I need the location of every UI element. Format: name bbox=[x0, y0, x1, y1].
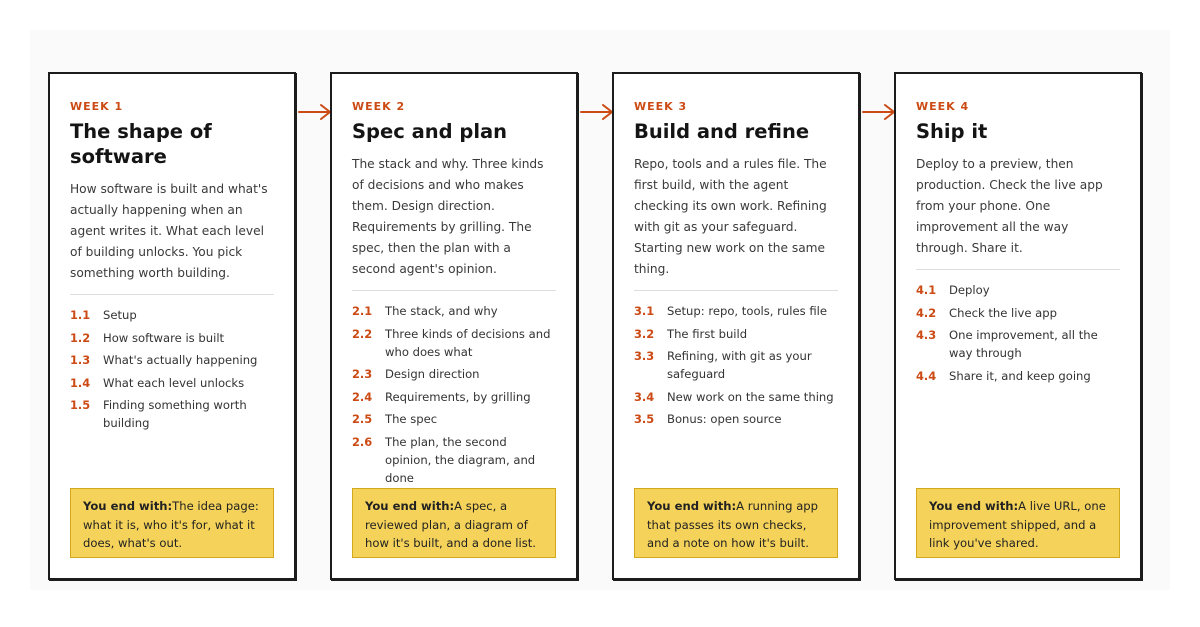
lesson-number: 3.2 bbox=[634, 326, 655, 341]
lesson-number: 4.1 bbox=[916, 283, 937, 297]
lesson-number: 1.2 bbox=[70, 330, 91, 345]
week-title: Spec and plan bbox=[352, 120, 508, 143]
lesson-item bbox=[916, 367, 1120, 385]
lesson-number: 2.2 bbox=[352, 326, 373, 341]
lesson-list bbox=[634, 302, 838, 428]
lesson-item bbox=[634, 302, 838, 320]
lesson-item bbox=[70, 396, 274, 432]
outcome-box bbox=[916, 488, 1120, 558]
week-title: Build and refine bbox=[634, 120, 810, 143]
lesson-item bbox=[634, 347, 838, 383]
lesson-title: Three kinds of decisions and who does what bbox=[385, 326, 551, 359]
lesson-item bbox=[70, 306, 274, 324]
lesson-item bbox=[70, 329, 274, 347]
lesson-title: One improvement, all the way through bbox=[949, 328, 1098, 360]
lesson-title: Setup: repo, tools, rules file bbox=[667, 304, 828, 318]
lesson-number: 1.3 bbox=[70, 353, 91, 367]
lesson-title: The spec bbox=[385, 412, 438, 426]
lesson-title: Design direction bbox=[385, 367, 480, 381]
lesson-number: 3.4 bbox=[634, 389, 655, 404]
lesson-title: New work on the same thing bbox=[667, 389, 834, 404]
lesson-title: The stack, and why bbox=[385, 304, 498, 318]
lesson-number: 3.1 bbox=[634, 304, 655, 318]
lesson-item bbox=[352, 365, 556, 383]
week-label: WEEK 4 bbox=[916, 100, 970, 113]
lesson-item bbox=[352, 388, 556, 406]
lesson-title: Share it, and keep going bbox=[949, 368, 1091, 383]
week-title: Ship it bbox=[916, 120, 988, 143]
lesson-item bbox=[916, 281, 1120, 299]
week-card-1 bbox=[48, 72, 296, 580]
week-description: Repo, tools and a rules file. The first build, with the agent checking its own work. Refining with git as your safeguard. Starting new work on the same thing. bbox=[634, 157, 827, 276]
week-description: The stack and why. Three kinds of decisions and who makes them. Design direction. Requirements by grilling. The spec, then the plan with a second agent's opinion. bbox=[352, 157, 544, 276]
arrow-right-icon bbox=[862, 102, 898, 122]
lesson-title: What each level unlocks bbox=[103, 375, 245, 390]
divider bbox=[352, 290, 556, 291]
week-label: WEEK 2 bbox=[352, 100, 406, 113]
outcome-lead: You end with: bbox=[647, 499, 737, 513]
outcome-lead: You end with: bbox=[83, 499, 173, 513]
lesson-title: What's actually happening bbox=[103, 353, 258, 367]
lesson-item bbox=[70, 351, 274, 369]
lesson-number: 2.3 bbox=[352, 367, 373, 381]
lesson-item bbox=[916, 326, 1120, 362]
divider bbox=[916, 269, 1120, 270]
outcome-text: A live URL, one improvement shipped, and a link you've shared. bbox=[929, 499, 1106, 550]
arrow-right-icon bbox=[298, 102, 334, 122]
lesson-title: Bonus: open source bbox=[667, 412, 782, 426]
lesson-title: Check the live app bbox=[949, 305, 1058, 320]
lesson-title: Refining, with git as your safeguard bbox=[667, 349, 812, 381]
arrow-right-icon bbox=[580, 102, 616, 122]
week-description: Deploy to a preview, then production. Check the live app from your phone. One improvement all the way through. Share it. bbox=[916, 157, 1103, 255]
lesson-title: How software is built bbox=[103, 330, 225, 345]
lesson-title: Requirements, by grilling bbox=[385, 389, 531, 404]
outcome-text: A spec, a reviewed plan, a diagram of how it's built, and a done list. bbox=[365, 499, 536, 550]
lesson-title: Deploy bbox=[949, 283, 990, 297]
lesson-number: 4.3 bbox=[916, 328, 937, 342]
lesson-number: 2.1 bbox=[352, 304, 373, 318]
lesson-list bbox=[70, 306, 274, 432]
lesson-number: 3.5 bbox=[634, 412, 655, 426]
lesson-number: 4.2 bbox=[916, 305, 937, 320]
divider bbox=[70, 294, 274, 295]
lesson-number: 4.4 bbox=[916, 368, 937, 383]
lesson-item bbox=[352, 433, 556, 487]
outcome-text: The idea page: what it is, who it's for, what it does, what's out. bbox=[83, 499, 259, 550]
week-card-4 bbox=[894, 72, 1142, 580]
curriculum-stage bbox=[30, 30, 1170, 590]
lesson-title: The plan, the second opinion, the diagram, and done bbox=[385, 434, 536, 485]
outcome-box bbox=[352, 488, 556, 558]
lesson-item bbox=[634, 325, 838, 343]
outcome-box bbox=[70, 488, 274, 558]
outcome-box bbox=[634, 488, 838, 558]
lesson-list bbox=[916, 281, 1120, 385]
divider bbox=[634, 290, 838, 291]
lesson-item bbox=[352, 325, 556, 361]
lesson-item bbox=[916, 304, 1120, 322]
week-card-3 bbox=[612, 72, 860, 580]
week-label: WEEK 3 bbox=[634, 100, 688, 113]
week-description: How software is built and what's actually happening when an agent writes it. What each level of building unlocks. You pick something worth building. bbox=[70, 182, 268, 280]
lesson-item bbox=[634, 388, 838, 406]
outcome-lead: You end with: bbox=[929, 499, 1019, 513]
lesson-number: 2.4 bbox=[352, 389, 373, 404]
lesson-number: 1.4 bbox=[70, 375, 91, 390]
week-title: The shape of software bbox=[70, 120, 212, 168]
lesson-title: Finding something worth building bbox=[103, 398, 247, 430]
week-card-2 bbox=[330, 72, 578, 580]
week-label: WEEK 1 bbox=[70, 100, 124, 113]
lesson-list bbox=[352, 302, 556, 487]
lesson-title: The first build bbox=[667, 326, 748, 341]
lesson-item bbox=[70, 374, 274, 392]
lesson-item bbox=[352, 302, 556, 320]
lesson-number: 2.5 bbox=[352, 412, 373, 426]
lesson-title: Setup bbox=[103, 308, 137, 322]
lesson-number: 2.6 bbox=[352, 434, 373, 449]
lesson-number: 3.3 bbox=[634, 349, 655, 363]
lesson-item bbox=[634, 410, 838, 428]
lesson-item bbox=[352, 410, 556, 428]
lesson-number: 1.1 bbox=[70, 308, 91, 322]
outcome-lead: You end with: bbox=[365, 499, 455, 513]
outcome-text: A running app that passes its own checks, and a note on how it's built. bbox=[647, 499, 819, 550]
lesson-number: 1.5 bbox=[70, 398, 91, 412]
